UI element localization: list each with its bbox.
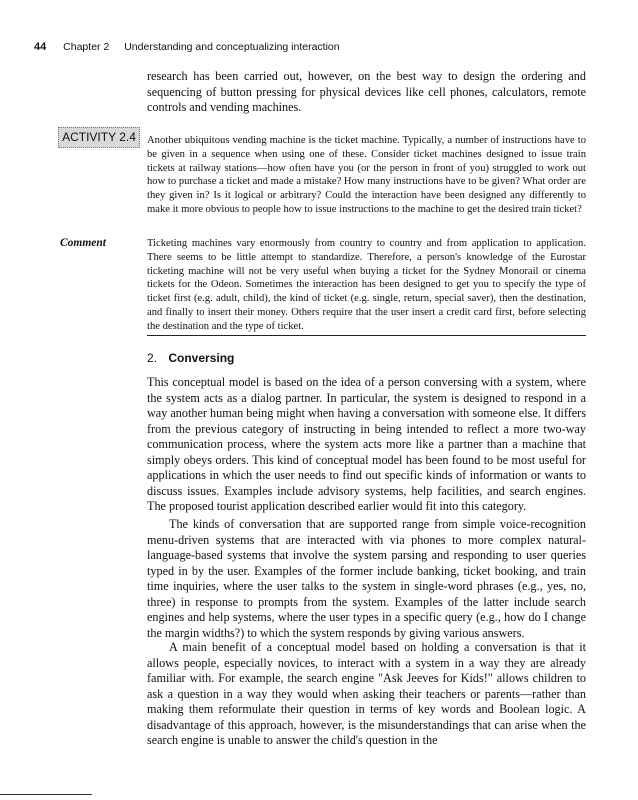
activity-label: ACTIVITY 2.4: [62, 130, 136, 144]
comment-text: Ticketing machines vary enormously from country to country and from application to application. There seems to be little attempt to standardize. Therefore, a person's knowledge of the Eurostar ticketing machine will not be very useful when buying a ticket for the Sydney Monorail or cinema tickets for the Odeon. Sometimes the interaction has been designed to get you to specify the type of ticket first (e.g. adult, child), the kind of ticket (e.g. single, return, special saver), then the destination, and finally to insert their money. Others require that the user insert a credit card first, before selecting the destination and the type of ticket.: [147, 238, 586, 332]
running-header: [34, 41, 340, 53]
body-paragraph-2: The kinds of conversation that are supported range from simple voice-recognition menu-driven systems that are interacted with via phones to more complex natural-language-based systems that involve the system parsing and responding to user queries typed in by the user. Examples of the former include banking, ticket booking, and train time inquiries, where the user talks to the system in single-word phrases (e.g., yes, no, three) in response to prompts from the system. Examples of the latter include search engines and help systems, where the user types in a specific query (e.g., how do I change the margin widths?) to which the system responds by giving various answers.: [147, 517, 586, 640]
comment-label: Comment: [60, 237, 107, 249]
section-title: Conversing: [168, 351, 235, 365]
intro-paragraph: research has been carried out, however, on the best way to design the ordering and sequencing of button pressing for physical devices like cell phones, calculators, remote controls and vending machines.: [147, 69, 586, 114]
activity-label-box: [58, 127, 140, 148]
chapter-title: Understanding and conceptualizing interaction: [124, 41, 340, 53]
body-paragraph-3: A main benefit of a conceptual model based on holding a conversation is that it allows people, especially novices, to interact with a system in a way they are already familiar with. For example, the search engine "Ask Jeeves for Kids!" allows children to ask a question in a way they would when asking their teachers or parents—rather than making them reformulate their question in terms of key words and Boolean logic. A disadvantage of this approach, however, is the misunderstandings that can arise when the search engine is unable to answer the child's question in the: [147, 640, 586, 747]
chapter-label: Chapter 2: [63, 41, 110, 53]
footer-rule: [0, 794, 92, 795]
body-paragraph-1: This conceptual model is based on the idea of a person conversing with a system, where the system acts as a dialog partner. In particular, the system is designed to respond in a way another human being might when having a conversation with someone else. It differs from the previous category of instructing in being intended to reflect a more two-way communication process, where the system acts more like a partner than a machine that simply obeys orders. This kind of conceptual model has been found to be most useful for applications in which the user needs to find out specific kinds of information or wants to discuss issues. Examples include advisory systems, help facilities, and search engines. The proposed tourist application described earlier would fit into this category.: [147, 375, 586, 513]
section-divider: [147, 335, 586, 336]
section-number: 2.: [147, 351, 158, 365]
activity-text: Another ubiquitous vending machine is the ticket machine. Typically, a number of instructions have to be given in a sequence when using one of these. Consider ticket machines designed to issue train tickets at railway stations—how often have you (or the person in front of you) struggled to work out how to purchase a ticket and made a mistake? How many instructions have to be given? What order are they given in? Is it logical or arbitrary? Could the interaction have been designed any differently to make it more obvious to people how to issue instructions to the machine to get the desired train ticket?: [147, 135, 586, 215]
page-number: 44: [34, 41, 47, 53]
section-heading: [147, 351, 234, 365]
